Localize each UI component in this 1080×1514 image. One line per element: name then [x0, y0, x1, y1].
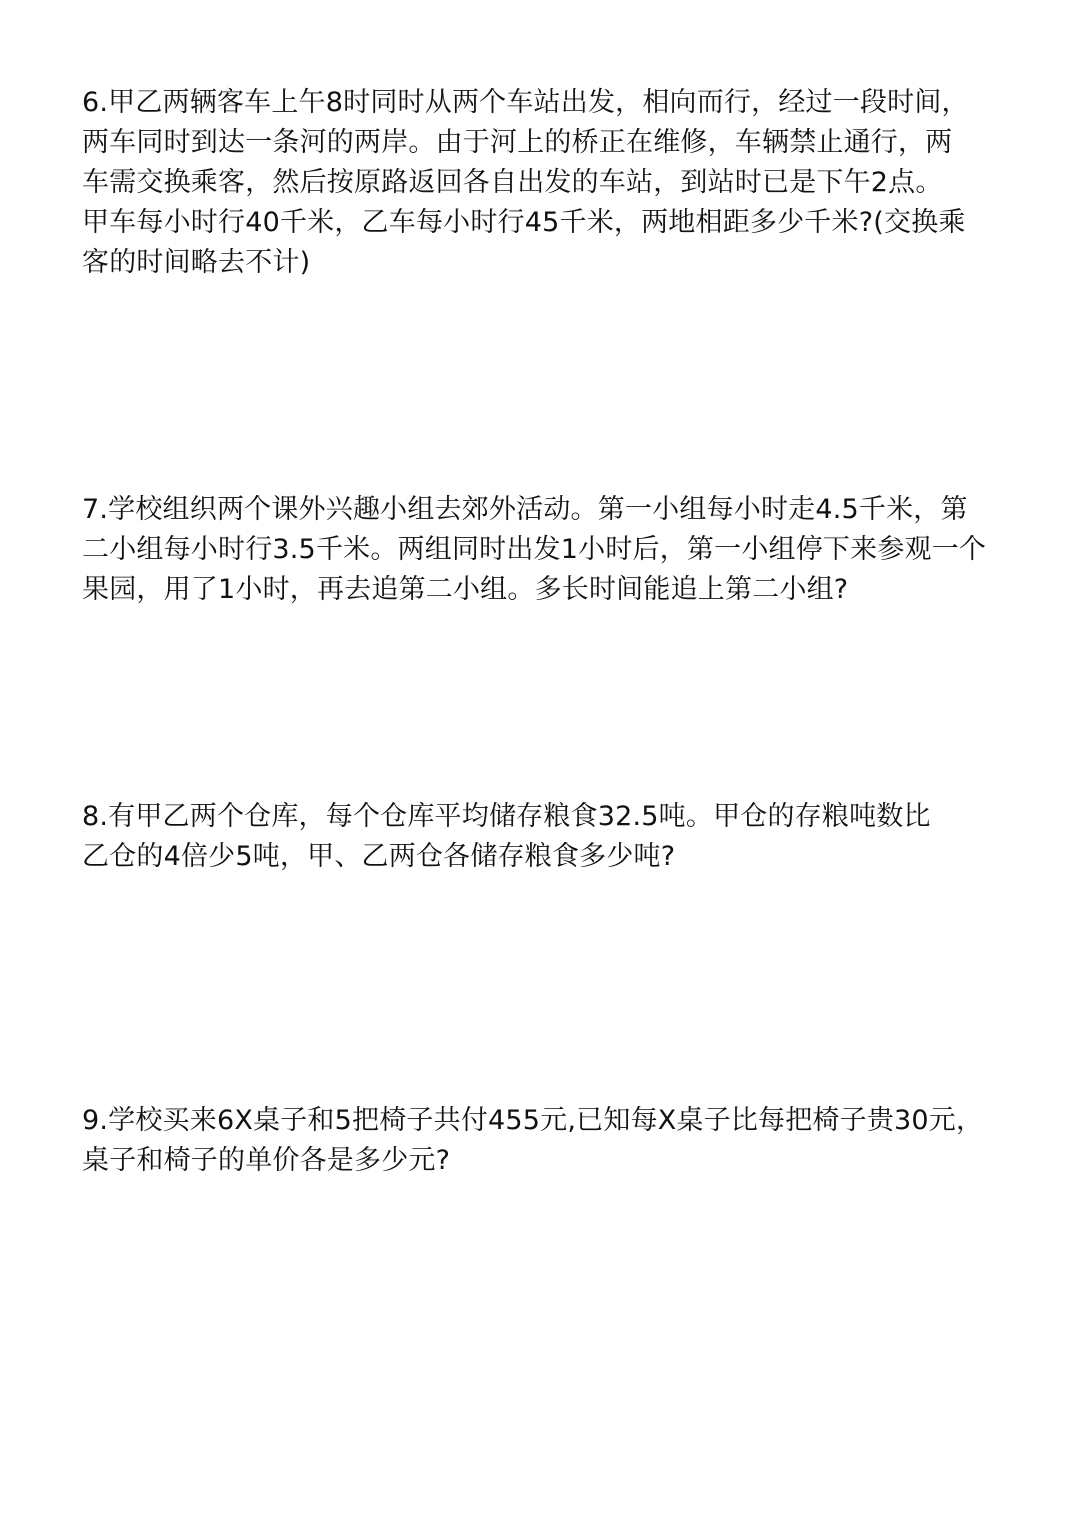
problem-text-line: 客的时间略去不计) — [82, 247, 311, 278]
problem-text-line: 甲车每小时行40千米，乙车每小时行45千米，两地相距多少千米?(交换乘 — [82, 207, 966, 238]
problem-text-line: 车需交换乘客，然后按原路返回各自出发的车站，到站时已是下午2点。 — [82, 167, 943, 198]
problem-text-line: 两车同时到达一条河的两岸。由于河上的桥正在维修，车辆禁止通行，两 — [82, 127, 953, 158]
problem-9 — [82, 1101, 1002, 1181]
problem-text-line: 8.有甲乙两个仓库，每个仓库平均储存粮食32.5吨。甲仓的存粮吨数比 — [82, 801, 931, 832]
problem-6 — [82, 83, 1002, 283]
problem-text-line: 二小组每小时行3.5千米。两组同时出发1小时后，第一小组停下来参观一个 — [82, 534, 987, 565]
problem-text-line: 乙仓的4倍少5吨，甲、乙两仓各储存粮食多少吨? — [82, 841, 676, 872]
problem-text-line: 果园，用了1小时，再去追第二小组。多长时间能追上第二小组? — [82, 574, 849, 605]
problem-text-line: 桌子和椅子的单价各是多少元? — [82, 1145, 451, 1176]
problem-text-line: 9.学校买来6X桌子和5把椅子共付455元,已知每X桌子比每把椅子贵30元， — [82, 1105, 984, 1136]
problem-text-line: 7.学校组织两个课外兴趣小组去郊外活动。第一小组每小时走4.5千米，第 — [82, 494, 968, 525]
problem-7 — [82, 490, 1002, 610]
problem-8 — [82, 797, 1002, 877]
problem-text-line: 6.甲乙两辆客车上午8时同时从两个车站出发，相向而行，经过一段时间， — [82, 87, 969, 118]
